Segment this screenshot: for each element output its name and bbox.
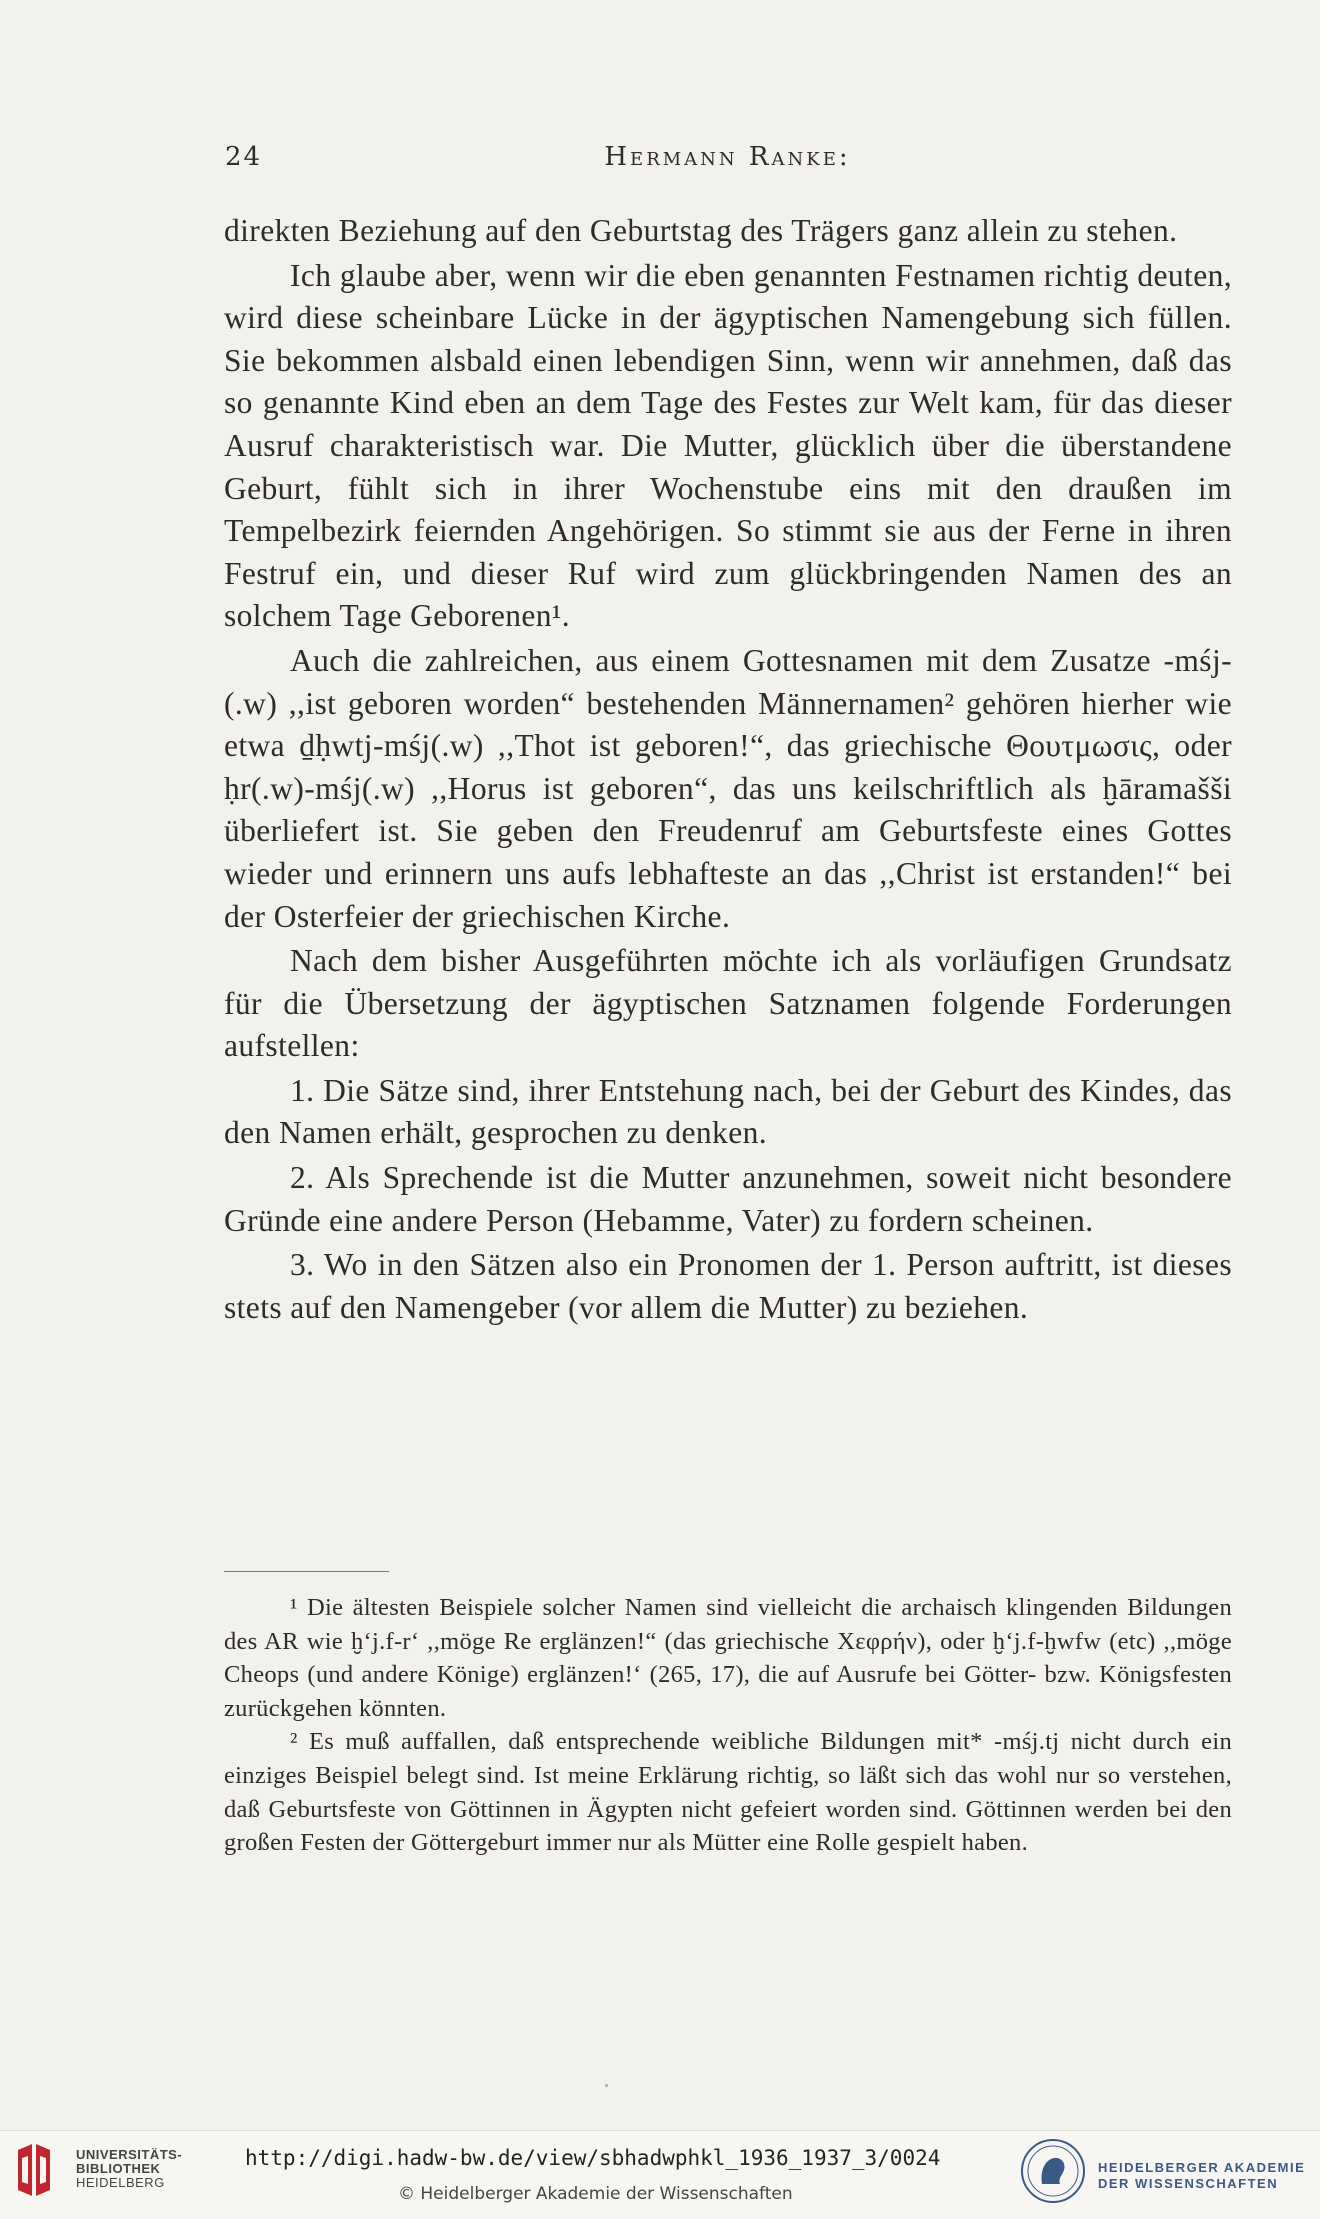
paragraph: Auch die zahlreichen, aus einem Gottesnamen mit dem Zusatze -mśj-(.w) ,,ist geboren worden“ bestehenden Männernamen² gehören hierher wie etwa ḏḥwtj-mśj(.w) ,,Thot ist geboren!“, das griechische Θουτμωσις, oder ḥr(.w)-mśj(.w) ,,Horus ist geboren“, das uns keilschriftlich als ḫāramašši überliefert ist. Sie geben den Freudenruf am Geburtsfeste eines Gottes wieder und erinnern uns aufs lebhafteste an das ,,Christ ist erstanden!“ bei der Osterfeier der griechischen Kirche. — [224, 642, 1232, 934]
paragraph: direkten Beziehung auf den Geburtstag des Trägers ganz allein zu stehen. — [224, 213, 1178, 248]
footnote: ² Es muß auffallen, daß entsprechende weibliche Bildungen mit* -mśj.tj nicht durch ein einziges Beispiel belegt sind. Ist meine Erklärung richtig, so läßt sich das wohl nur so verstehen, daß Geburtsfeste von Göttinnen in Ägypten nicht gefeiert worden sind. Göttinnen werden bei den großen Festen der Göttergeburt immer nur als Mütter eine Rolle gespielt haben. — [224, 1728, 1232, 1857]
library-line: UNIVERSITÄTS- — [76, 2147, 183, 2162]
permalink-url[interactable]: http://digi.hadw-bw.de/view/sbhadwphkl_1936_1937_3/0024 — [245, 2146, 941, 2170]
page-number: 24 — [225, 142, 263, 172]
footnote: ¹ Die ältesten Beispiele solcher Namen sind vielleicht die archaisch klingenden Bildungen des AR wie ḫ‘j.f-r‘ ,,möge Re erglänzen!“ (das griechische Χεφρήν), oder ḫ‘j.f-ḫwfw (etc) ,,möge Cheops (und andere Könige) erglänzen!‘ (265, 17), die auf Ausrufe bei Götter- bzw. Königsfesten zurückgehen könnten. — [224, 1594, 1232, 1722]
university-library-name — [76, 2148, 182, 2190]
library-line: HEIDELBERG — [76, 2175, 165, 2190]
paragraph: Nach dem bisher Ausgeführten möchte ich als vorläufigen Grundsatz für die Übersetzung der ägyptischen Satznamen folgende Forderungen aufstellen: — [224, 943, 1232, 1064]
numbered-demand: 3. Wo in den Sätzen also ein Pronomen der 1. Person auftritt, ist dieses stets auf den Namengeber (vor allem die Mutter) zu beziehen. — [224, 1247, 1232, 1325]
numbered-demand: 1. Die Sätze sind, ihrer Entstehung nach, bei der Geburt des Kindes, das den Namen erhält, gesprochen zu denken. — [224, 1072, 1232, 1151]
academy-name — [1098, 2160, 1305, 2192]
paragraph: Ich glaube aber, wenn wir die eben genannten Festnamen richtig deuten, wird diese scheinbare Lücke in der ägyptischen Namengebung sich füllen. Sie bekommen alsbald einen lebendigen Sinn, wenn wir annehmen, daß das so genannte Kind eben an dem Tage des Festes zur Welt kam, für das dieser Ausruf charakteristisch war. Die Mutter, glücklich über die überstandene Geburt, fühlt sich in ihrer Wochenstube eins mit den draußen im Tempelbezirk feiernden Angehörigen. So stimmt sie aus der Ferne in ihren Festruf ein, und dieser Ruf wird zum glückbringenden Namen des an solchem Tage Geborenen¹. — [224, 257, 1232, 634]
running-title: Hermann Ranke: — [604, 142, 851, 172]
university-library-logo-icon[interactable] — [14, 2140, 54, 2200]
academy-seal-icon[interactable] — [1020, 2138, 1086, 2204]
numbered-demand: 2. Als Sprechende ist die Mutter anzunehmen, soweit nicht besondere Gründe eine andere Person (Hebamme, Vater) zu fordern scheinen. — [224, 1160, 1232, 1238]
footnotes — [224, 1591, 1232, 1860]
academy-line: HEIDELBERGER AKADEMIE — [1098, 2160, 1306, 2175]
scan-speck — [605, 2084, 608, 2087]
running-header — [225, 142, 1230, 176]
footnote-divider — [224, 1571, 389, 1572]
copyright-notice: © Heidelberger Akademie der Wissenschaften — [398, 2184, 793, 2204]
academy-line: DER WISSENSCHAFTEN — [1098, 2176, 1279, 2191]
library-line: BIBLIOTHEK — [76, 2161, 161, 2176]
main-text — [224, 210, 1232, 1329]
